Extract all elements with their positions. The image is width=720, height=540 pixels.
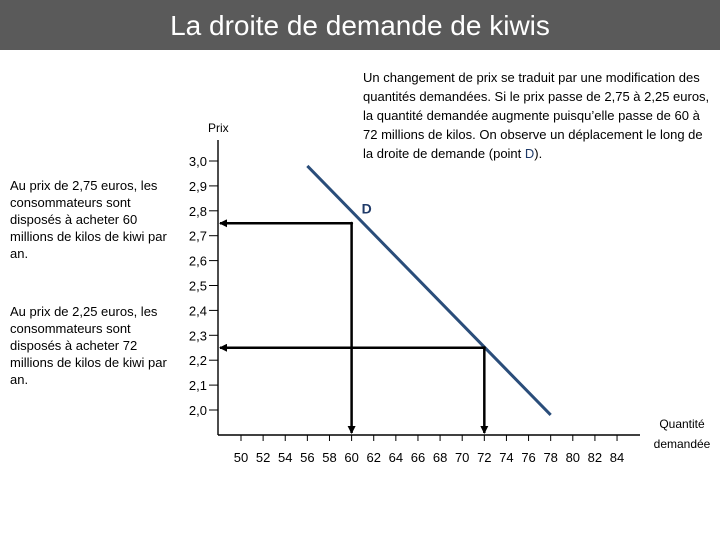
page-title: La droite de demande de kiwis — [170, 10, 550, 41]
y-tick-label: 2,4 — [188, 303, 207, 319]
x-axis-label-line2: demandée — [653, 437, 711, 451]
x-tick-label: 84 — [609, 450, 625, 465]
x-tick-label: 58 — [322, 450, 337, 465]
x-tick-label: 62 — [366, 450, 381, 465]
x-tick-label: 80 — [565, 450, 581, 465]
y-tick-label: 2,0 — [188, 403, 207, 418]
x-tick-label: 74 — [499, 450, 514, 465]
x-tick-label: 76 — [521, 450, 536, 465]
x-tick-label: 64 — [388, 450, 404, 465]
y-tick-label: 2,5 — [188, 278, 207, 294]
y-axis-label: Prix — [208, 121, 229, 135]
demand-point — [483, 346, 486, 349]
x-tick-label: 60 — [344, 450, 359, 465]
y-tick-label: 2,7 — [188, 228, 207, 244]
y-tick-label: 3,0 — [188, 154, 207, 169]
x-tick-label: 82 — [587, 450, 603, 465]
y-tick-label: 2,6 — [188, 253, 207, 269]
y-tick-label: 2,8 — [188, 203, 207, 219]
x-tick-label: 54 — [278, 450, 293, 465]
y-tick-label: 2,1 — [188, 378, 207, 394]
description-point-label: D — [524, 146, 535, 161]
demand-point — [350, 222, 353, 225]
x-tick-label: 72 — [477, 450, 492, 465]
side-note-1: Au prix de 2,75 euros, les consommateurs sont disposés à acheter 60 millions de kilos de kiwi par an. — [10, 178, 167, 261]
description-end: ). — [534, 146, 543, 161]
demand-line — [307, 166, 550, 415]
x-tick-label: 78 — [543, 450, 558, 465]
description-text: Un changement de prix se traduit par une modification des quantités demandées. Si le prix passe de 2,75 à 2,25 euros, la quantité demandée augmente puisqu’elle passe de 60 à 72 millions de kilos. On observe un déplacement le long de la droite de demande (point — [363, 70, 710, 161]
point-d-label: D — [361, 200, 372, 217]
y-tick-label: 2,9 — [188, 178, 207, 194]
y-tick-label: 2,2 — [188, 353, 207, 369]
x-axis-label: Quantité — [659, 417, 705, 431]
x-tick-label: 68 — [432, 450, 448, 465]
x-tick-label: 50 — [233, 450, 249, 465]
x-tick-label: 52 — [255, 450, 271, 465]
x-tick-label: 66 — [410, 450, 426, 465]
x-tick-label: 70 — [454, 450, 470, 465]
y-tick-label: 2,3 — [188, 328, 207, 344]
x-tick-label: 56 — [300, 450, 315, 465]
side-note-2: Au prix de 2,25 euros, les consommateurs sont disposés à acheter 72 millions de kilos de kiwi par an. — [10, 304, 167, 387]
